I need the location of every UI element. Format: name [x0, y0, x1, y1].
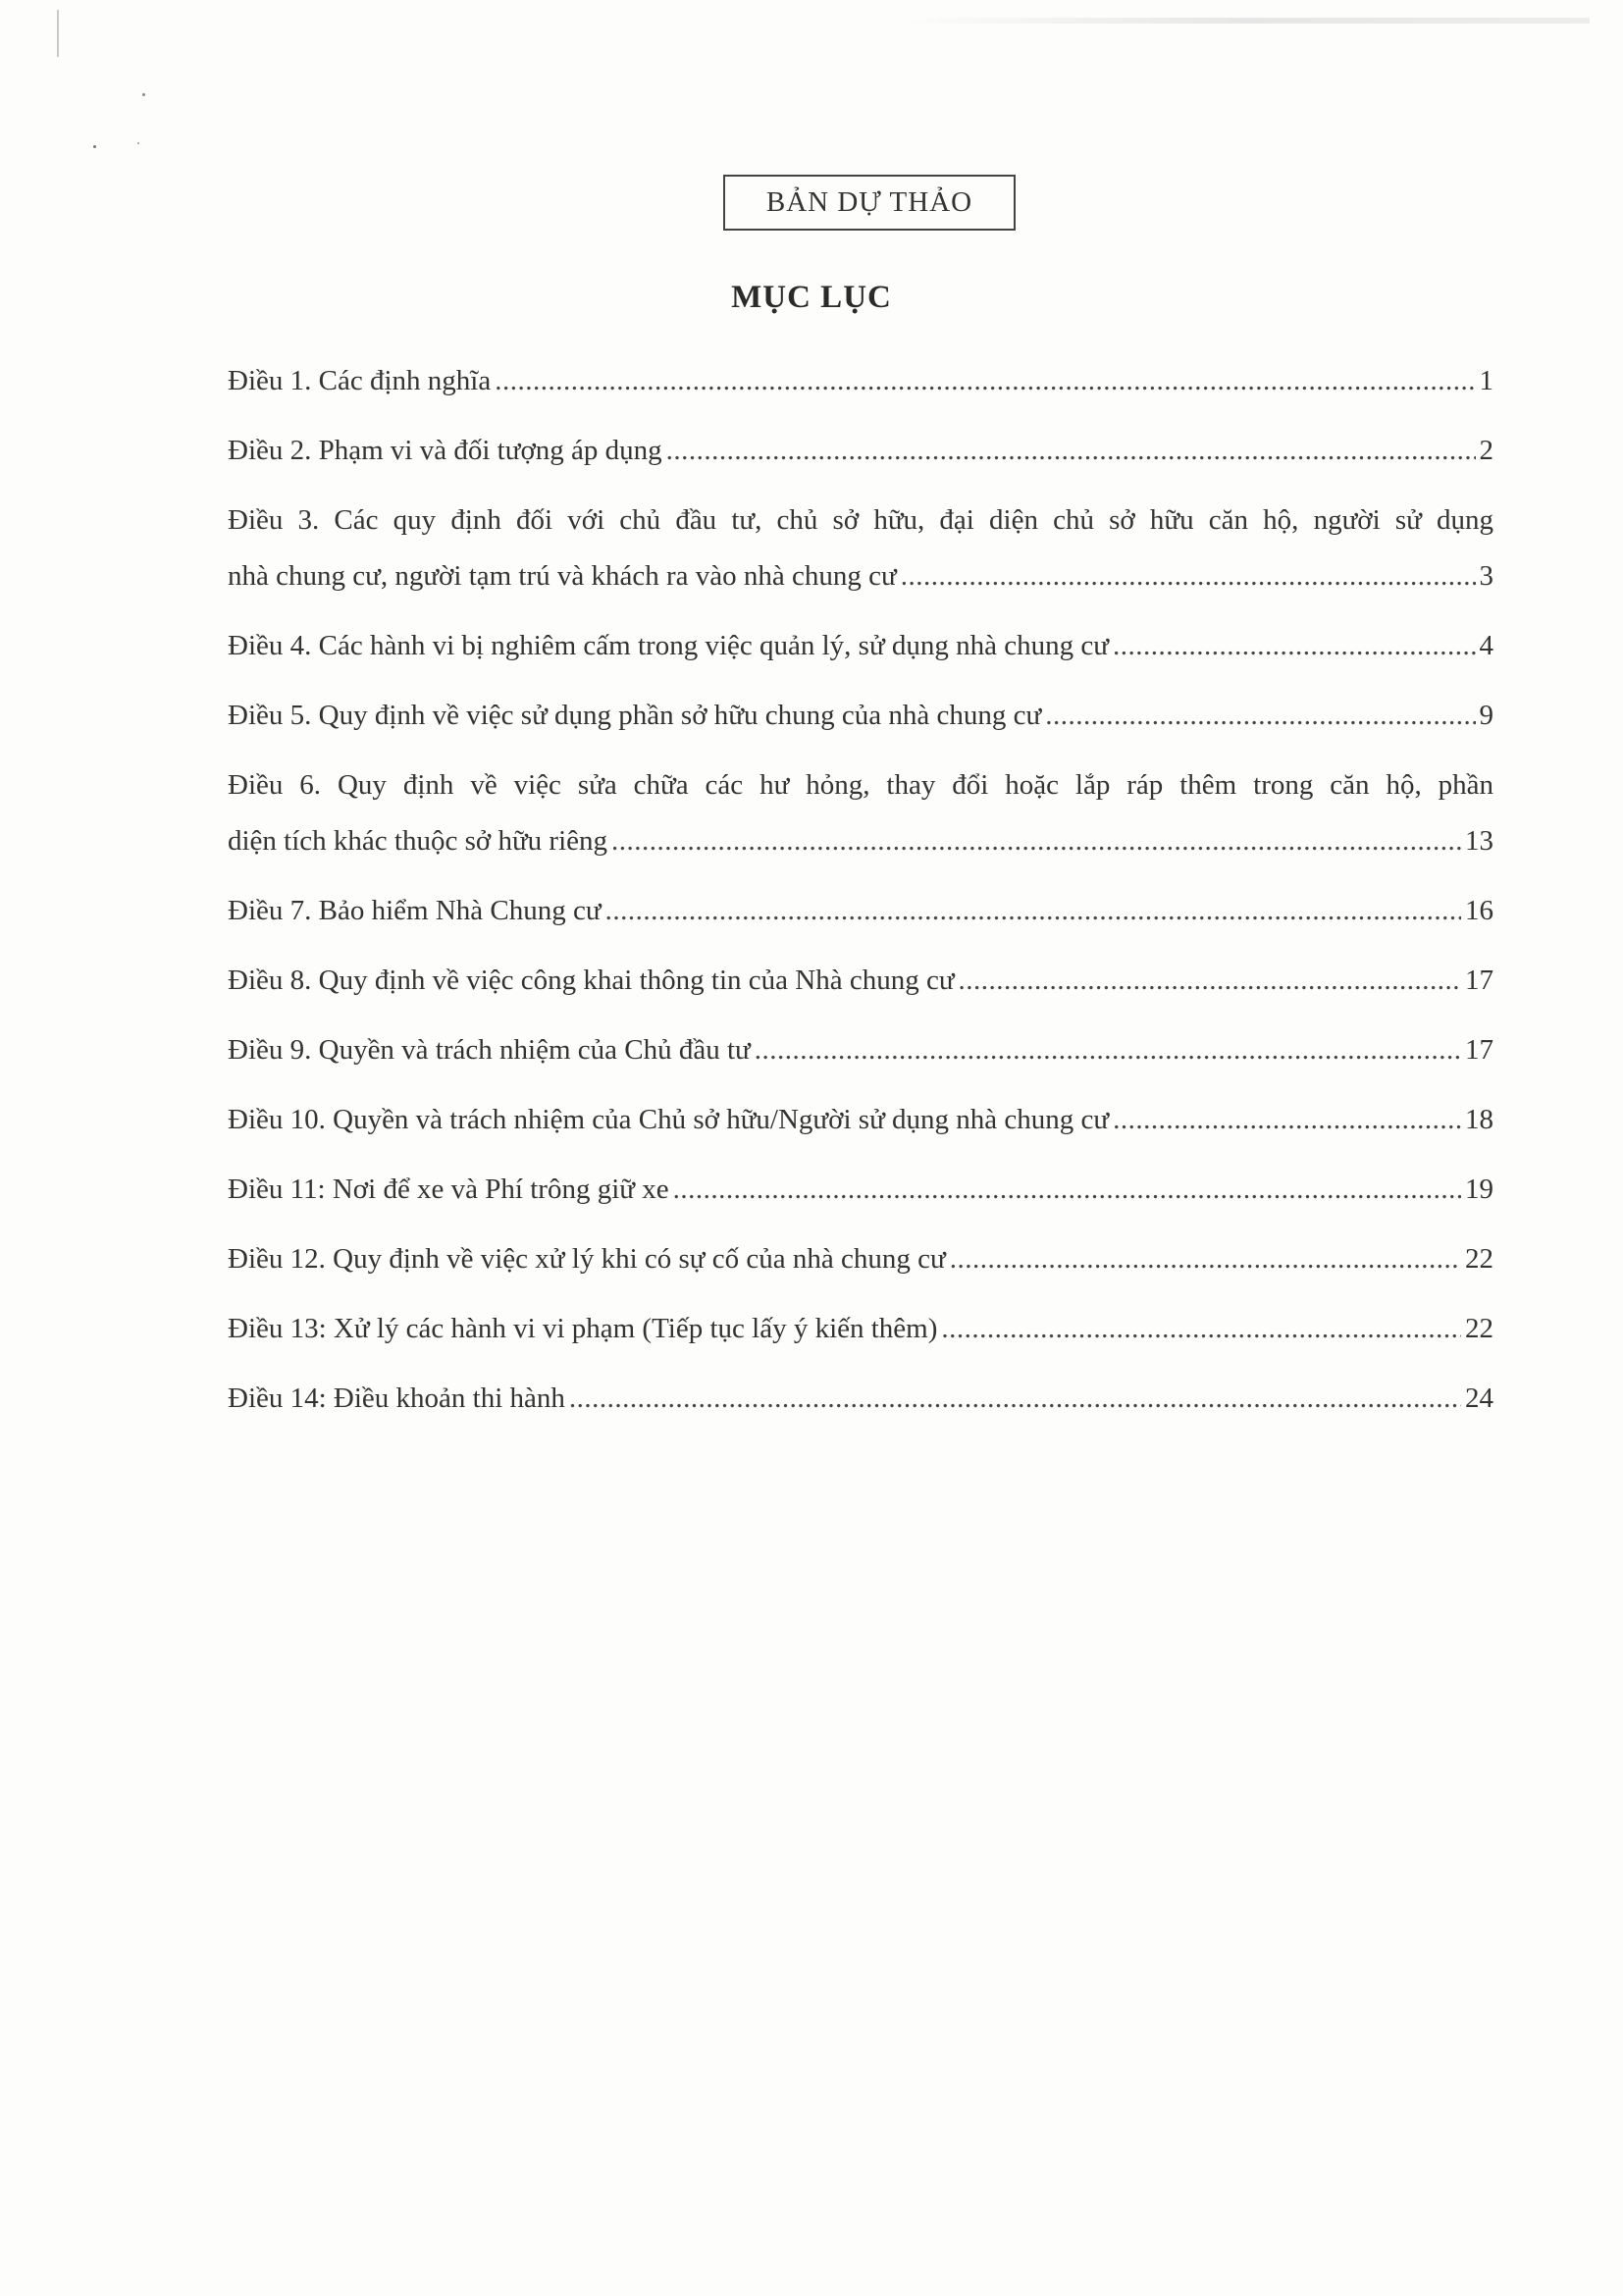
- toc-entry[interactable]: [228, 883, 1493, 939]
- toc-entry-page: 22: [1465, 1313, 1493, 1344]
- dot-leader: [673, 1162, 1461, 1218]
- toc-entry-text: Điều 10. Quyền và trách nhiệm của Chủ sở hữu/Người sử dụng nhà chung cư: [228, 1104, 1110, 1135]
- toc-entry-text: Điều 7. Bảo hiểm Nhà Chung cư: [228, 895, 602, 926]
- dot-leader: [950, 1231, 1461, 1287]
- scan-artifact: [142, 93, 145, 96]
- toc-entry[interactable]: [228, 688, 1493, 744]
- toc-title: MỤC LỤC: [731, 280, 892, 315]
- toc-entry-text: Điều 11: Nơi để xe và Phí trông giữ xe: [228, 1174, 669, 1205]
- toc-entry-text-line1: Điều 6. Quy định về việc sửa chữa các hư hỏng, thay đổi hoặc lắp ráp thêm trong căn hộ, phần: [228, 769, 1493, 801]
- toc-entry-text: Điều 13: Xử lý các hành vi vi phạm (Tiếp tục lấy ý kiến thêm): [228, 1313, 938, 1344]
- toc-entry-page: 17: [1465, 1034, 1493, 1066]
- scan-artifact: [903, 18, 1590, 24]
- toc-entry[interactable]: [228, 1371, 1493, 1427]
- dot-leader: [666, 423, 1476, 479]
- dot-leader: [959, 953, 1461, 1009]
- toc-entry-text: nhà chung cư, người tạm trú và khách ra vào nhà chung cư: [228, 560, 897, 592]
- toc-entry-text: Điều 12. Quy định về việc xử lý khi có sự cố của nhà chung cư: [228, 1243, 946, 1275]
- toc-entry-text: Điều 8. Quy định về việc công khai thông tin của Nhà chung cư: [228, 965, 955, 996]
- toc-entry[interactable]: [228, 353, 1493, 409]
- draft-label: BẢN DỰ THẢO: [765, 186, 973, 218]
- toc-entry[interactable]: [228, 618, 1493, 674]
- dot-leader: [1113, 1092, 1461, 1148]
- toc-entry-page: 3: [1479, 560, 1493, 592]
- toc-entry[interactable]: [228, 493, 1493, 604]
- toc-entry-page: 9: [1479, 700, 1493, 731]
- toc-entry[interactable]: [228, 1301, 1493, 1357]
- toc-entry-text: Điều 14: Điều khoản thi hành: [228, 1383, 565, 1414]
- toc-entry-text: Điều 4. Các hành vi bị nghiêm cấm trong việc quản lý, sử dụng nhà chung cư: [228, 630, 1110, 661]
- toc-entry-page: 24: [1465, 1383, 1493, 1414]
- dot-leader: [901, 548, 1476, 604]
- toc-entry[interactable]: [228, 757, 1493, 869]
- toc-entry-page: 18: [1465, 1104, 1493, 1135]
- toc-entry-page: 19: [1465, 1174, 1493, 1205]
- toc-entry-page: 1: [1479, 365, 1493, 396]
- dot-leader: [755, 1022, 1461, 1078]
- toc-entry-page: 22: [1465, 1243, 1493, 1275]
- toc-entry-text: Điều 2. Phạm vi và đối tượng áp dụng: [228, 435, 662, 466]
- dot-leader: [495, 353, 1475, 409]
- dot-leader: [1045, 688, 1475, 744]
- toc-entry-page: 16: [1465, 895, 1493, 926]
- draft-label-box: [723, 175, 1016, 231]
- toc-entry-page: 4: [1479, 630, 1493, 661]
- dot-leader: [569, 1371, 1461, 1427]
- scan-artifact: [57, 10, 59, 57]
- scan-artifact: [93, 145, 96, 148]
- dot-leader: [611, 813, 1461, 869]
- toc-entry-page: 17: [1465, 965, 1493, 996]
- toc-entry-text: Điều 1. Các định nghĩa: [228, 365, 492, 396]
- dot-leader: [941, 1301, 1461, 1357]
- table-of-contents: [228, 353, 1493, 1427]
- toc-entry-text: Điều 9. Quyền và trách nhiệm của Chủ đầu tư: [228, 1034, 751, 1066]
- toc-entry[interactable]: [228, 423, 1493, 479]
- toc-entry-text: Điều 5. Quy định về việc sử dụng phần sở hữu chung của nhà chung cư: [228, 700, 1042, 731]
- toc-entry-page: 13: [1465, 825, 1493, 857]
- toc-entry[interactable]: [228, 1231, 1493, 1287]
- toc-entry-text: diện tích khác thuộc sở hữu riêng: [228, 825, 608, 857]
- toc-entry[interactable]: [228, 1162, 1493, 1218]
- toc-entry[interactable]: [228, 1022, 1493, 1078]
- dot-leader: [605, 883, 1461, 939]
- toc-entry-page: 2: [1479, 435, 1493, 466]
- toc-entry[interactable]: [228, 953, 1493, 1009]
- toc-entry-text-line1: Điều 3. Các quy định đối với chủ đầu tư, chủ sở hữu, đại diện chủ sở hữu căn hộ, người sử dụng: [228, 504, 1493, 536]
- scan-artifact: [137, 142, 139, 144]
- dot-leader: [1113, 618, 1475, 674]
- toc-entry[interactable]: [228, 1092, 1493, 1148]
